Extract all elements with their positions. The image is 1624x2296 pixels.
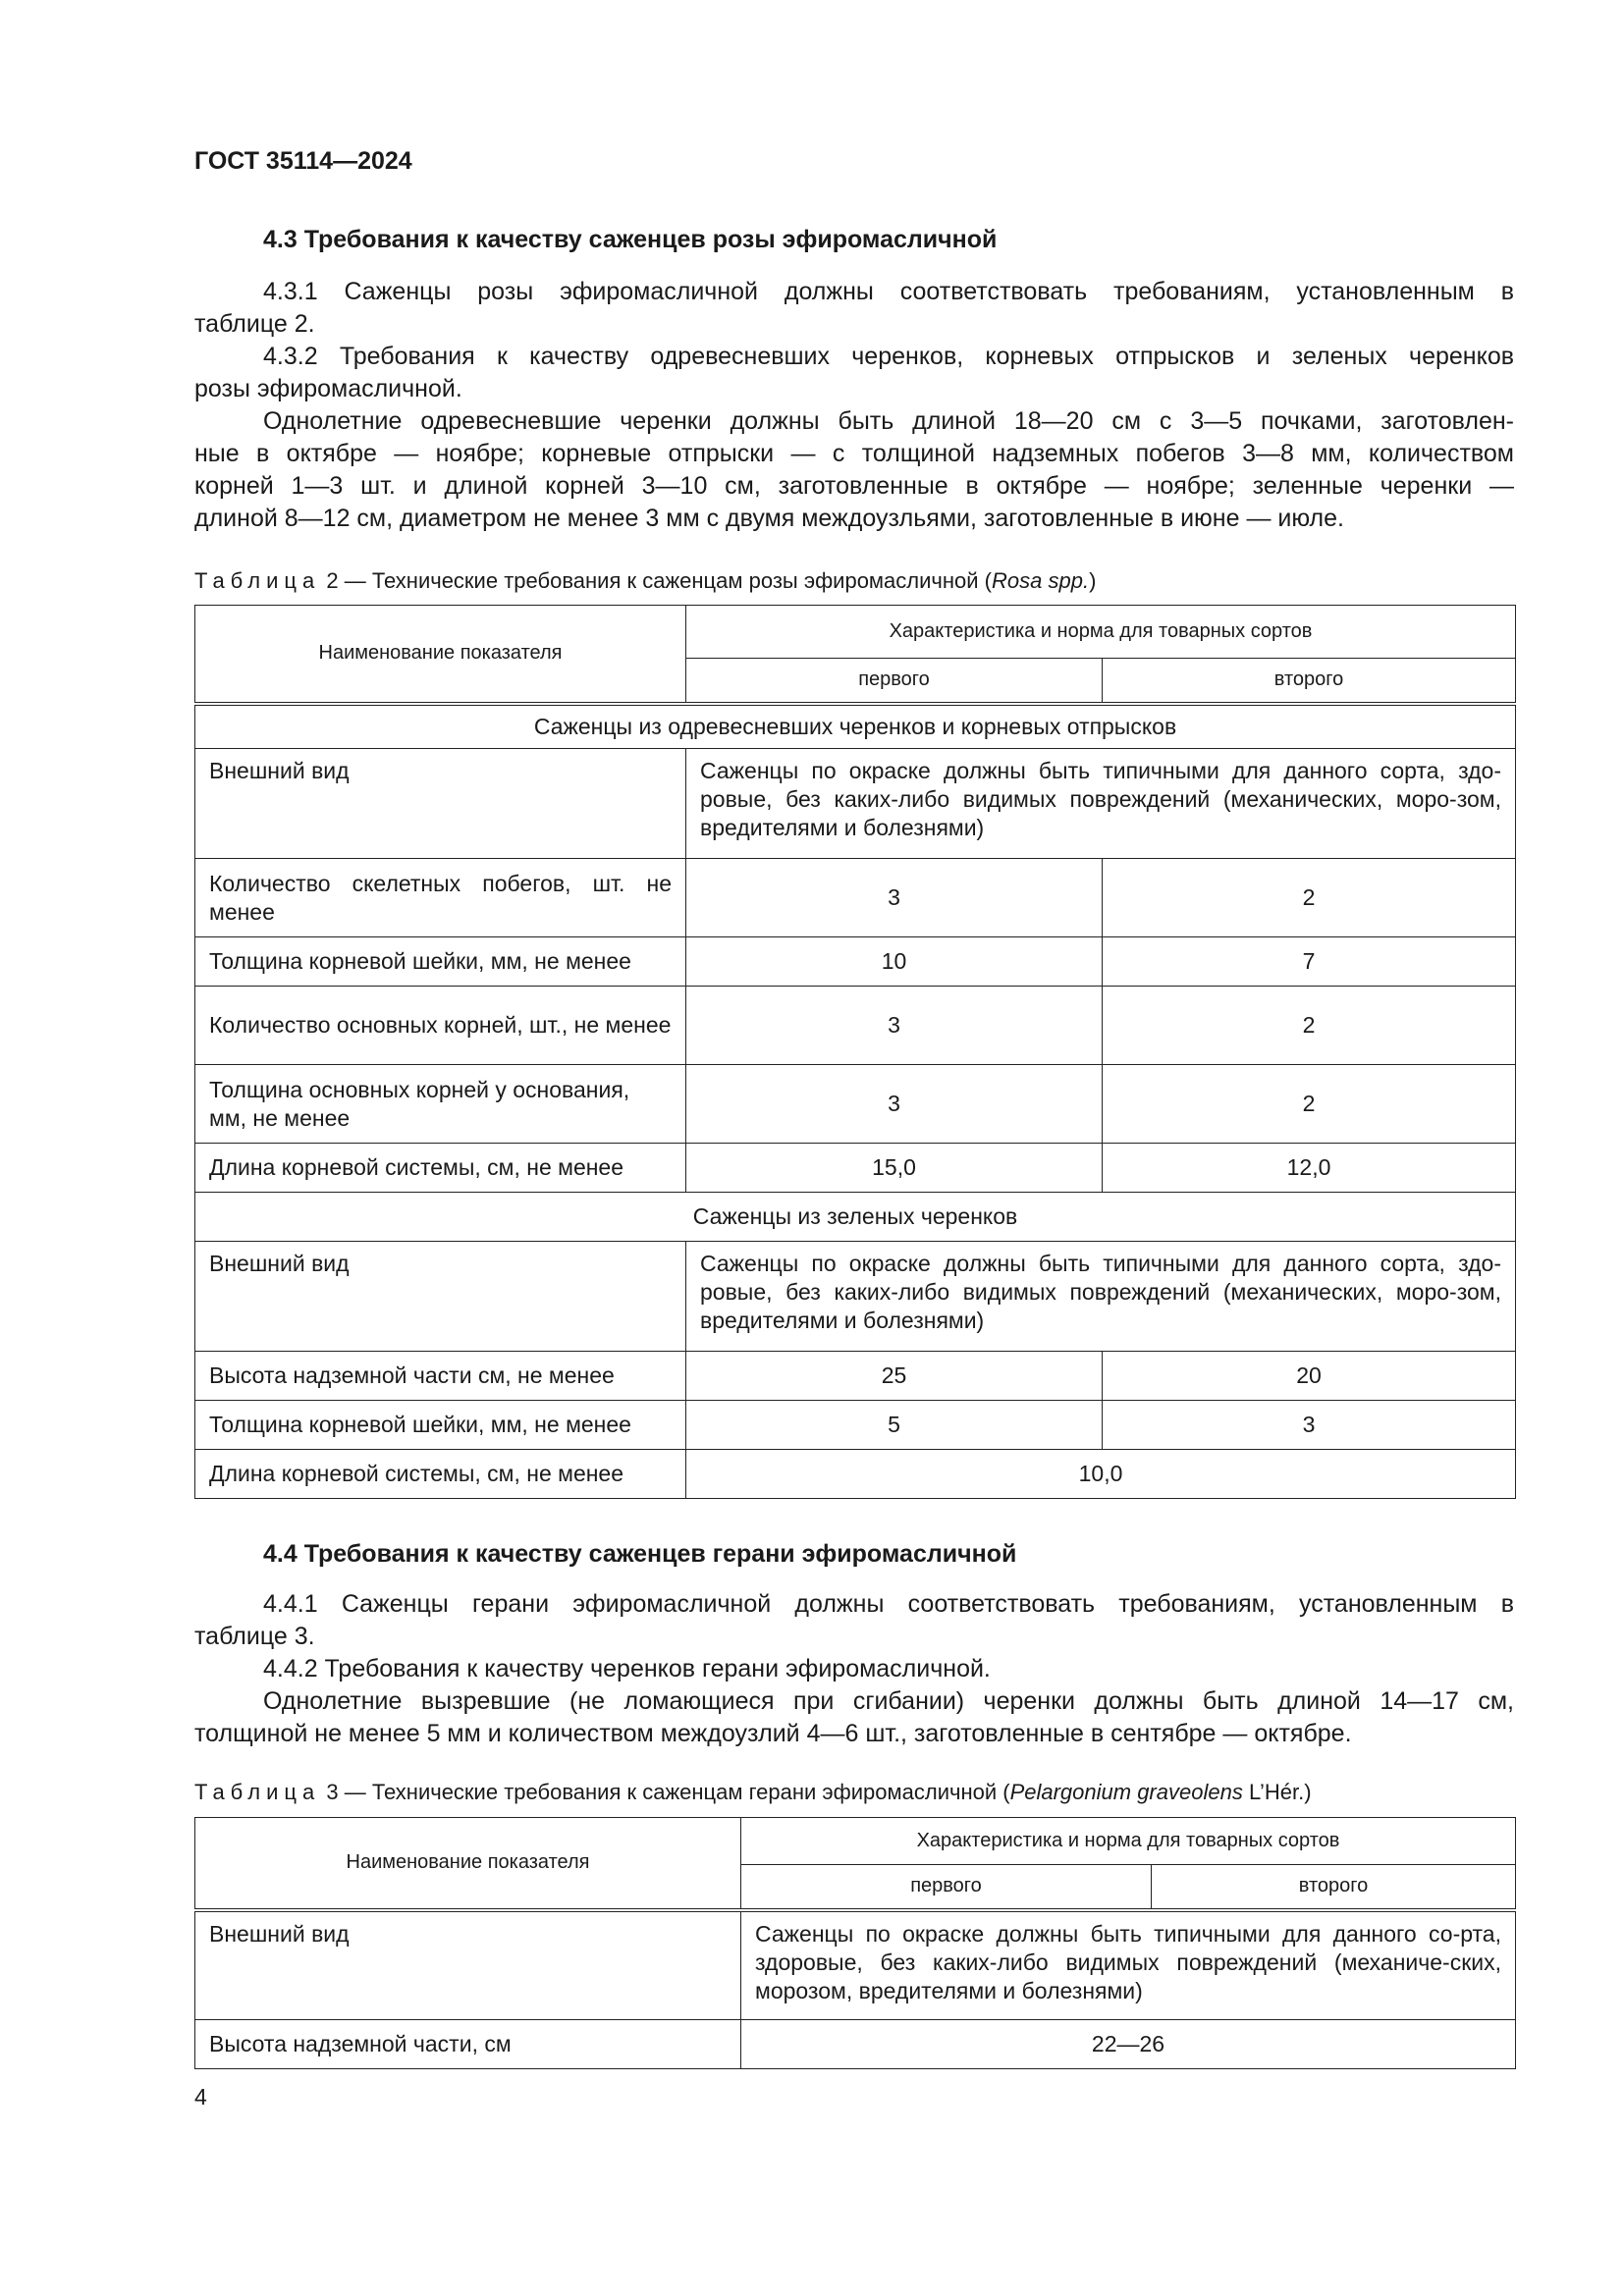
row-label: Длина корневой системы, см, не менее — [195, 1144, 686, 1193]
table-row — [195, 987, 1516, 1065]
page-number: 4 — [194, 2084, 207, 2109]
table-header-row — [195, 606, 1516, 659]
caption-text: 2 — Технические требования к саженцам розы эфиромасличной ( — [320, 568, 992, 593]
row-label: Толщина корневой шейки, мм, не менее — [195, 937, 686, 987]
row-description: Саженцы по окраске должны быть типичными для данного сорта, здо-ровые, без каких-либо видимых повреждений (механических, моро-зом, вредителями и болезнями) — [686, 749, 1516, 859]
row-value-second: 3 — [1103, 1401, 1516, 1450]
paragraph-4-3-2 — [194, 341, 1514, 405]
table-row — [195, 1401, 1516, 1450]
table-row — [195, 1065, 1516, 1144]
paragraph-4-4-2 — [194, 1653, 1514, 1685]
row-value-first: 15,0 — [686, 1144, 1103, 1193]
text-line: 4.4.2 Требования к качеству черенков герани эфиромасличной. — [263, 1655, 991, 1682]
table-row — [195, 859, 1516, 937]
row-label: Внешний вид — [195, 1910, 741, 2020]
row-label: Толщина корневой шейки, мм, не менее — [195, 1401, 686, 1450]
text-line: 4.3.1 Саженцы розы эфиромасличной должны соответствовать требованиям, установленным в — [263, 278, 1514, 305]
text-line: розы эфиромасличной. — [194, 375, 462, 402]
table-row — [195, 1910, 1516, 2020]
caption-text: 3 — Технические требования к саженцам герани эфиромасличной ( — [320, 1780, 1010, 1804]
header-second-cell: второго — [1103, 659, 1516, 704]
text-line: ные в октябре — ноябре; корневые отпрыски — с толщиной надземных побегов 3—8 мм, количеством — [194, 440, 1514, 467]
row-value-first: 3 — [686, 859, 1103, 937]
row-value-first: 25 — [686, 1352, 1103, 1401]
row-label: Количество скелетных побегов, шт. не менее — [195, 859, 686, 937]
paragraph-geranium-cuttings — [194, 1685, 1514, 1750]
paragraph-cuttings — [194, 405, 1514, 535]
text-line: толщиной не менее 5 мм и количеством междоузлий 4—6 шт., заготовленные в сентябре — октябре. — [194, 1720, 1352, 1747]
header-char-cell: Характеристика и норма для товарных сортов — [741, 1818, 1516, 1865]
paragraph-4-4-1 — [194, 1588, 1514, 1653]
row-value-first: 10 — [686, 937, 1103, 987]
table-row — [195, 2020, 1516, 2069]
header-first-cell: первого — [741, 1865, 1152, 1910]
text-line: таблице 3. — [194, 1623, 315, 1650]
header-name-cell: Наименование показателя — [195, 1818, 741, 1910]
text-line: Однолетние одревесневшие черенки должны быть длиной 18—20 см с 3—5 почками, заготовлен- — [263, 407, 1514, 435]
row-value-second: 2 — [1103, 987, 1516, 1065]
row-label: Толщина основных корней у основания, мм, не менее — [195, 1065, 686, 1144]
row-value-first: 5 — [686, 1401, 1103, 1450]
table-2 — [194, 605, 1516, 1499]
caption-end: L’Hér.) — [1242, 1780, 1312, 1804]
row-value-first: 3 — [686, 987, 1103, 1065]
group-title: Саженцы из одревесневших черенков и корневых отпрысков — [195, 704, 1516, 749]
header-second-cell: второго — [1152, 1865, 1516, 1910]
caption-latin: Pelargonium graveolens — [1009, 1780, 1243, 1804]
row-description: Саженцы по окраске должны быть типичными для данного со-рта, здоровые, без каких-либо видимых повреждений (механиче-ских, морозом, вредителями и болезнями) — [741, 1910, 1516, 2020]
caption-latin: Rosa spp. — [992, 568, 1090, 593]
row-value-merged: 22—26 — [741, 2020, 1516, 2069]
table-row — [195, 1352, 1516, 1401]
text-line: 4.4.1 Саженцы герани эфиромасличной должны соответствовать требованиям, установленным в — [263, 1590, 1514, 1618]
header-name-cell: Наименование показателя — [195, 606, 686, 704]
table-row — [195, 1242, 1516, 1352]
table-row — [195, 749, 1516, 859]
row-description: Саженцы по окраске должны быть типичными для данного сорта, здо-ровые, без каких-либо видимых повреждений (механических, моро-зом, вредителями и болезнями) — [686, 1242, 1516, 1352]
group-title: Саженцы из зеленых черенков — [195, 1193, 1516, 1242]
row-label: Внешний вид — [195, 1242, 686, 1352]
caption-end: ) — [1089, 568, 1097, 593]
row-value-second: 2 — [1103, 1065, 1516, 1144]
row-value-second: 20 — [1103, 1352, 1516, 1401]
table-group-row — [195, 704, 1516, 749]
header-char-cell: Характеристика и норма для товарных сортов — [686, 606, 1516, 659]
table-row — [195, 937, 1516, 987]
row-value-first: 3 — [686, 1065, 1103, 1144]
section-4-3-title: 4.3 Требования к качеству саженцев розы эфиромасличной — [263, 226, 998, 253]
row-label: Высота надземной части см, не менее — [195, 1352, 686, 1401]
paragraph-4-3-1 — [194, 276, 1514, 341]
table-header-row — [195, 1818, 1516, 1865]
document-id: ГОСТ 35114—2024 — [194, 147, 412, 175]
header-first-cell: первого — [686, 659, 1103, 704]
text-line: длиной 8—12 см, диаметром не менее 3 мм с двумя междоузльями, заготовленные в июне — июле. — [194, 505, 1344, 532]
row-label: Количество основных корней, шт., не менее — [195, 987, 686, 1065]
text-line: таблице 2. — [194, 310, 315, 338]
section-4-4-title: 4.4 Требования к качеству саженцев герани эфиромасличной — [263, 1540, 1017, 1568]
row-value-second: 2 — [1103, 859, 1516, 937]
row-value-second: 12,0 — [1103, 1144, 1516, 1193]
text-line: корней 1—3 шт. и длиной корней 3—10 см, заготовленные в октябре — ноябре; зеленные черенки — — [194, 472, 1514, 500]
caption-word: Таблица — [194, 568, 321, 593]
table-2-caption — [194, 567, 1096, 595]
table-3 — [194, 1817, 1516, 2069]
caption-word: Таблица — [194, 1780, 321, 1804]
row-label: Высота надземной части, см — [195, 2020, 741, 2069]
row-label: Длина корневой системы, см, не менее — [195, 1450, 686, 1499]
row-value-merged: 10,0 — [686, 1450, 1516, 1499]
text-line: Однолетние вызревшие (не ломающиеся при сгибании) черенки должны быть длиной 14—17 см, — [263, 1687, 1514, 1715]
table-3-caption — [194, 1779, 1312, 1806]
row-value-second: 7 — [1103, 937, 1516, 987]
table-row — [195, 1450, 1516, 1499]
text-line: 4.3.2 Требования к качеству одревесневших черенков, корневых отпрысков и зеленых черенков — [263, 343, 1514, 370]
table-group-row — [195, 1193, 1516, 1242]
row-label: Внешний вид — [195, 749, 686, 859]
table-row — [195, 1144, 1516, 1193]
